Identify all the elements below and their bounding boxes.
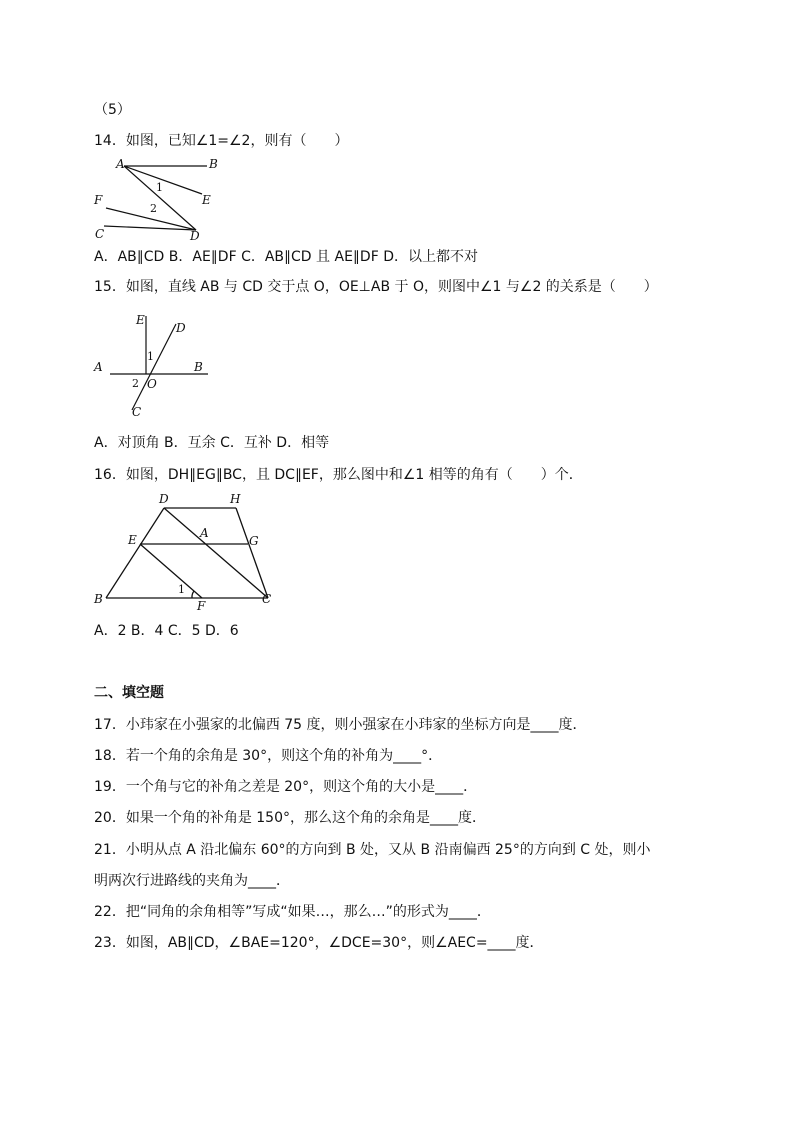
question-21-line-1: 21．小明从点 A 沿北偏东 60°的方向到 B 处，又从 B 沿南偏西 25°的方向到 C 处，则小 [94,842,651,858]
label-G: G [249,534,259,548]
question-14-figure [92,156,222,240]
label-E: E [202,193,211,207]
label-B: B [94,592,103,606]
label-C: C [262,592,272,606]
question-16-figure [92,492,278,614]
question-15-options: A．对顶角 B．互余 C．互补 D．相等 [94,435,330,451]
question-22: 22．把“同角的余角相等”写成“如果…，那么…”的形式为____． [94,904,491,920]
label-O: O [147,377,157,391]
label-C: C [95,227,105,240]
angle-2-label: 2 [132,377,139,390]
previous-answer-marker: （5） [94,102,131,118]
question-15-stem: 15．如图，直线 AB 与 CD 交于点 O，OE⊥AB 于 O，则图中∠1 与∠2 的关系是（ ） [94,279,658,295]
label-B: B [194,360,203,374]
label-E: E [128,533,137,547]
label-A: A [200,526,209,540]
label-B: B [209,157,218,171]
label-A: A [94,360,103,374]
label-F: F [94,193,103,207]
label-F: F [197,599,206,613]
question-16-options: A．2 B．4 C．5 D．6 [94,623,239,639]
angle-1-label: 1 [156,181,163,194]
angle-1-label: 1 [147,350,154,363]
question-18: 18．若一个角的余角是 30°，则这个角的补角为____°． [94,748,443,764]
question-14-stem: 14．如图，已知∠1=∠2，则有（ ） [94,133,349,149]
label-D: D [176,321,186,335]
question-16-stem: 16．如图，DH∥EG∥BC，且 DC∥EF，那么图中和∠1 相等的角有（ ）个． [94,467,583,483]
question-14-options: A．AB∥CD B．AE∥DF C．AB∥CD 且 AE∥DF D．以上都不对 [94,249,478,265]
question-21-line-2: 明两次行进路线的夹角为____． [94,873,290,889]
label-A: A [116,157,125,171]
label-D: D [190,229,200,240]
angle-1-label: 1 [178,583,185,596]
question-19: 19．一个角与它的补角之差是 20°，则这个角的大小是____． [94,779,478,795]
angle-2-label: 2 [150,202,157,215]
label-C: C [132,405,142,419]
question-15-figure [92,310,212,420]
label-H: H [230,492,241,506]
label-D: D [159,492,169,506]
question-20: 20．如果一个角的补角是 150°，那么这个角的余角是____度． [94,810,486,826]
label-E: E [136,313,145,327]
question-23: 23．如图，AB∥CD，∠BAE=120°，∠DCE=30°，则∠AEC=____度． [94,935,544,951]
question-17: 17．小玮家在小强家的北偏西 75 度，则小强家在小玮家的坐标方向是____度． [94,717,587,733]
section-heading-fill-in: 二、填空题 [94,685,164,701]
